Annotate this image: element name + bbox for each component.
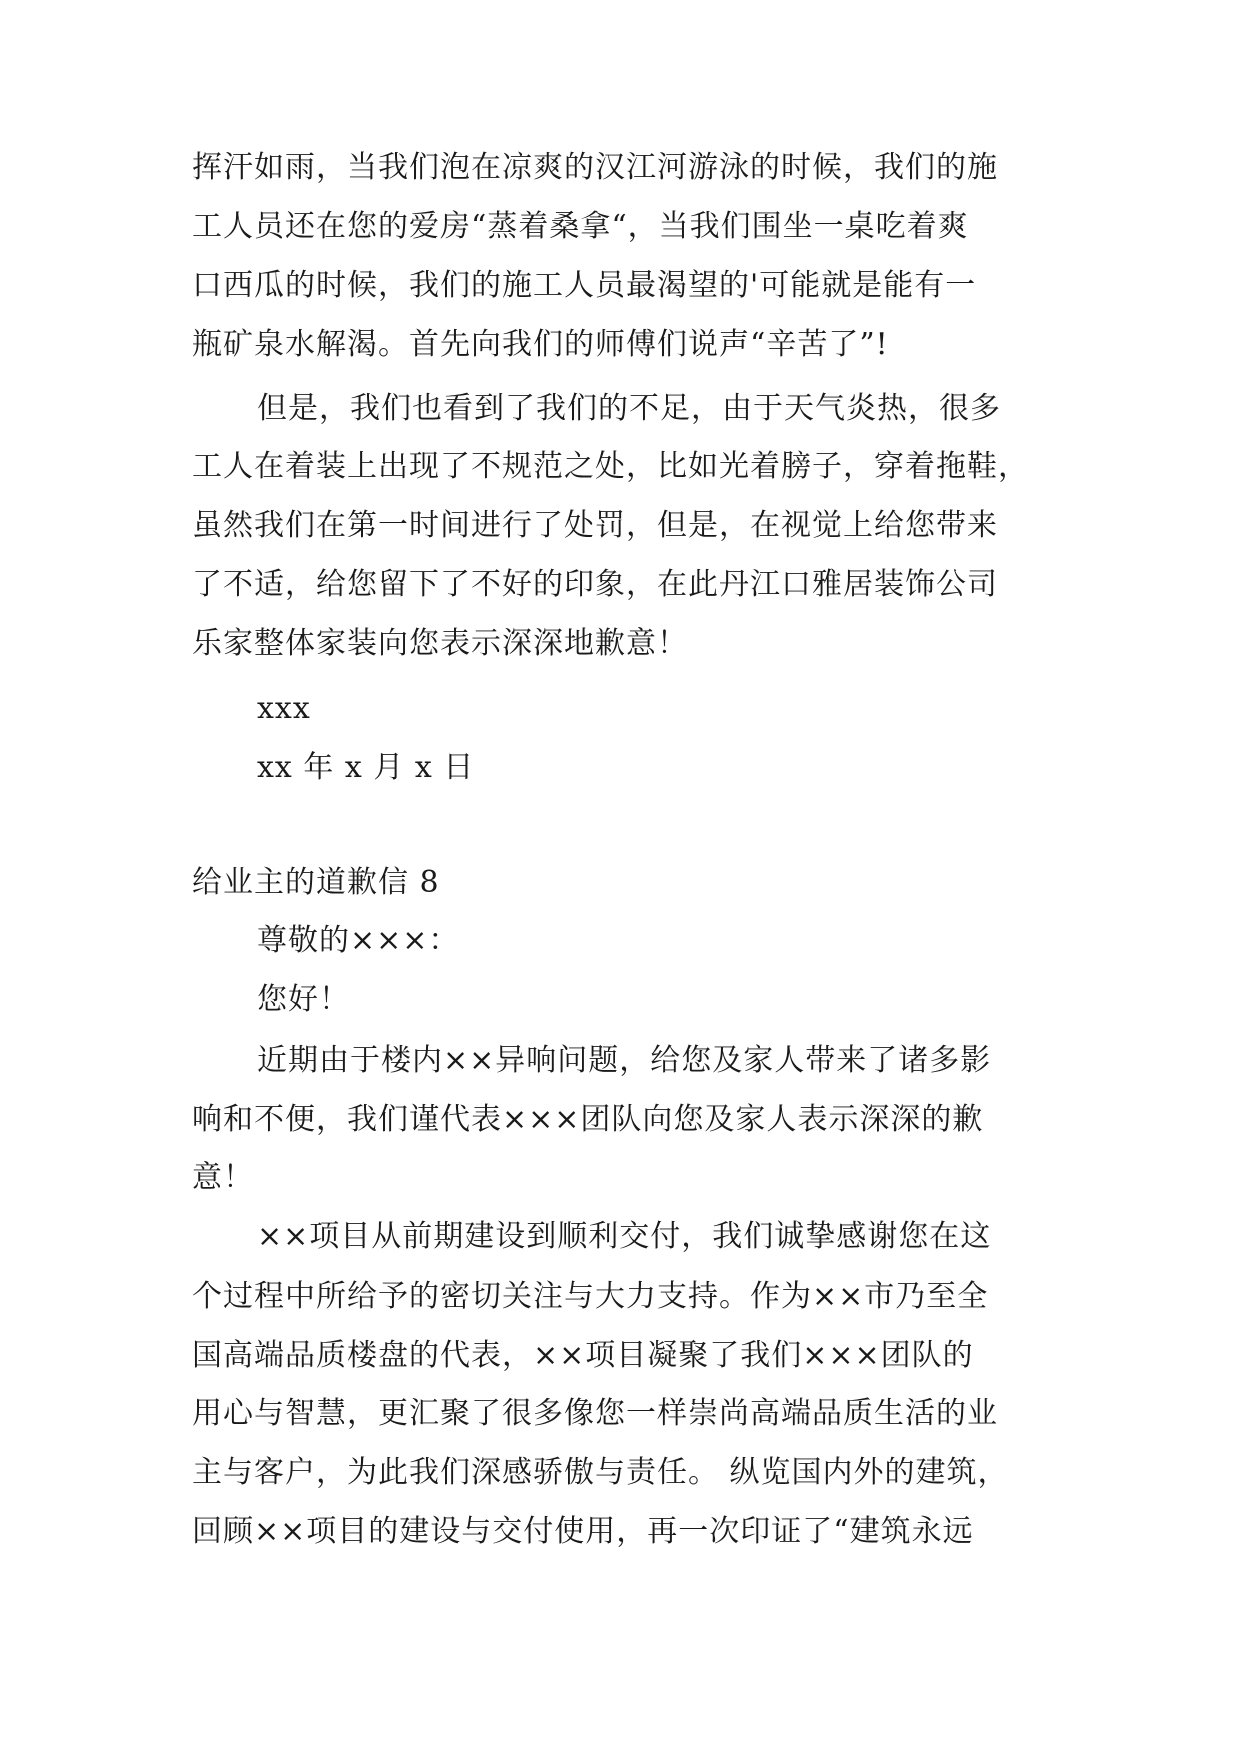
greeting: 您好！ bbox=[257, 982, 350, 1017]
paragraph-line: 虽然我们在第一时间进行了处罚，但是，在视觉上给您带来 bbox=[192, 508, 998, 543]
paragraph-line: 响和不便，我们谨代表×××团队向您及家人表示深深的歉 bbox=[192, 1102, 984, 1137]
section-title: 给业主的道歉信 8 bbox=[192, 865, 440, 900]
paragraph-line: 了不适，给您留下了不好的印象，在此丹江口雅居装饰公司 bbox=[192, 567, 998, 602]
paragraph-line: 但是，我们也看到了我们的不足，由于天气炎热，很多 bbox=[257, 391, 1001, 426]
signature: xxx bbox=[257, 691, 311, 726]
paragraph-line: 意！ bbox=[192, 1160, 254, 1195]
paragraph-line: 乐家整体家装向您表示深深地歉意！ bbox=[192, 626, 688, 661]
salutation: 尊敬的×××： bbox=[257, 923, 460, 958]
paragraph-line: ××项目从前期建设到顺利交付，我们诚挚感谢您在这 bbox=[257, 1219, 992, 1254]
paragraph-line: 工人在着装上出现了不规范之处，比如光着膀子，穿着拖鞋， bbox=[192, 449, 1029, 484]
paragraph-line: 个过程中所给予的密切关注与大力支持。作为××市乃至全 bbox=[192, 1279, 989, 1314]
paragraph-line: 瓶矿泉水解渴。首先向我们的师傅们说声“辛苦了”! bbox=[192, 327, 889, 362]
paragraph-line: 回顾××项目的建设与交付使用，再一次印证了“建筑永远 bbox=[192, 1514, 974, 1549]
paragraph-line: 工人员还在您的爱房“蒸着桑拿“，当我们围坐一桌吃着爽 bbox=[192, 209, 969, 244]
date: xx 年 x 月 x 日 bbox=[257, 750, 475, 785]
paragraph-line: 用心与智慧，更汇聚了很多像您一样崇尚高端品质生活的业 bbox=[192, 1396, 998, 1431]
paragraph-line: 口西瓜的时候，我们的施工人员最渴望的'可能就是能有一 bbox=[192, 268, 977, 303]
paragraph-line: 主与客户，为此我们深感骄傲与责任。 纵览国内外的建筑， bbox=[192, 1455, 1009, 1490]
paragraph-line: 国高端品质楼盘的代表，××项目凝聚了我们×××团队的 bbox=[192, 1338, 974, 1373]
paragraph-line: 近期由于楼内××异响问题，给您及家人带来了诸多影 bbox=[257, 1043, 992, 1078]
paragraph-line: 挥汗如雨，当我们泡在凉爽的汉江河游泳的时候，我们的施 bbox=[192, 150, 998, 185]
